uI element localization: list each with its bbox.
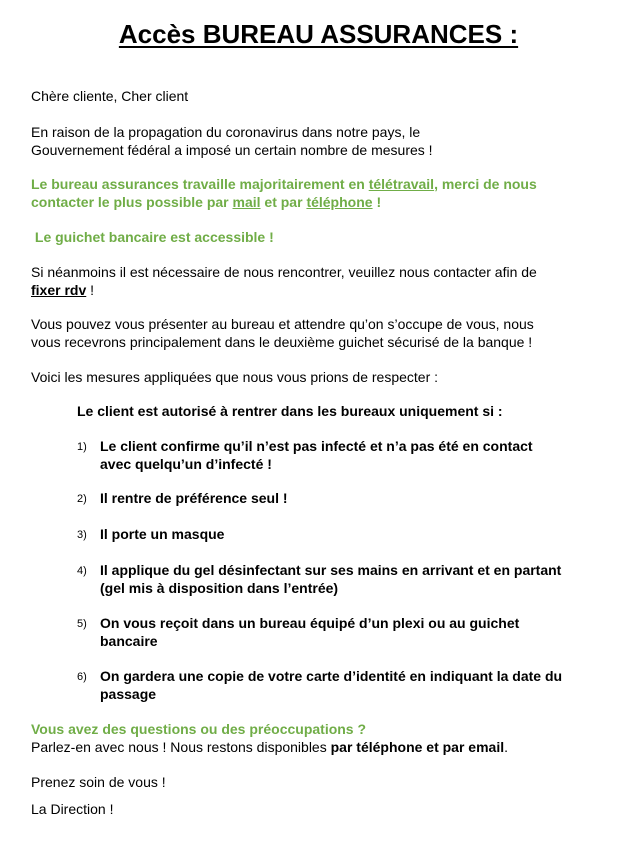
list-line-2: avec quelqu’un d’infecté ! <box>100 455 272 472</box>
list-number: 2) <box>77 493 87 505</box>
questions-heading: Vous avez des questions ou des préoccupations ? <box>31 721 367 737</box>
contact-text-1: Parlez-en avec nous ! Nous restons disponibles <box>31 739 331 755</box>
appointment-bold: fixer rdv <box>31 281 87 298</box>
intro-line-1: En raison de la propagation du coronavirus dans notre pays, le <box>31 124 421 140</box>
telework-link: télétravail <box>368 176 435 192</box>
page-title: Accès BUREAU ASSURANCES : <box>118 19 519 49</box>
telework-notice <box>31 176 601 211</box>
list-line-1: On vous reçoit dans un bureau équipé d’un plexi ou au guichet <box>100 615 520 631</box>
list-line-1: Le client confirme qu’il n’est pas infecté et n’a pas été en contact <box>100 438 533 454</box>
list-text: Il rentre de préférence seul ! <box>100 490 288 506</box>
list-line-2: (gel mis à disposition dans l’entrée) <box>100 579 339 596</box>
telework-text-2: , merci de nous <box>434 176 537 192</box>
list-line-1: Il applique du gel désinfectant sur ses mains en arrivant et en partant <box>100 562 562 578</box>
list-line-1: On gardera une copie de votre carte d’identité en indiquant la date du <box>100 668 563 684</box>
list-text <box>100 668 610 703</box>
appointment-line-1: Si néanmoins il est nécessaire de nous rencontrer, veuillez nous contacter afin de <box>31 264 537 280</box>
contact-text-2: . <box>504 739 508 755</box>
phone-link: téléphone <box>306 193 373 210</box>
list-text <box>100 562 610 597</box>
contact-line <box>31 739 601 757</box>
list-line-2: passage <box>100 685 157 702</box>
list-number: 1) <box>77 441 87 453</box>
counter-open-notice: Le guichet bancaire est accessible ! <box>31 229 274 245</box>
telework-text-4: et par <box>260 193 307 210</box>
telework-text-5: ! <box>372 193 382 210</box>
list-line-2: bancaire <box>100 632 158 649</box>
mail-link: mail <box>232 193 261 210</box>
signature: La Direction ! <box>31 801 114 817</box>
list-number: 3) <box>77 529 87 541</box>
list-text <box>100 615 610 650</box>
take-care: Prenez soin de vous ! <box>31 774 166 790</box>
telework-text-3: contacter le plus possible par <box>31 193 233 210</box>
telework-text-1: Le bureau assurances travaille majoritairement en <box>31 176 369 192</box>
visit-line-2: vous recevrons principalement dans le deuxième guichet sécurisé de la banque ! <box>31 333 533 350</box>
appointment-tail: ! <box>86 281 95 298</box>
list-number: 4) <box>77 565 87 577</box>
visit-line-1: Vous pouvez vous présenter au bureau et attendre qu’on s’occupe de vous, nous <box>31 316 534 332</box>
list-number: 5) <box>77 618 87 630</box>
list-text: Il porte un masque <box>100 526 225 542</box>
intro-paragraph <box>31 124 601 159</box>
measures-intro: Voici les mesures appliquées que nous vous prions de respecter : <box>31 369 439 385</box>
visit-paragraph <box>31 316 601 351</box>
contact-bold: par téléphone et par email <box>330 739 505 755</box>
list-number: 6) <box>77 671 87 683</box>
list-text <box>100 438 610 473</box>
greeting: Chère cliente, Cher client <box>31 88 189 104</box>
rules-intro: Le client est autorisé à rentrer dans les bureaux uniquement si : <box>77 403 503 419</box>
appointment-paragraph <box>31 264 601 299</box>
intro-line-2: Gouvernement fédéral a imposé un certain nombre de mesures ! <box>31 141 433 158</box>
